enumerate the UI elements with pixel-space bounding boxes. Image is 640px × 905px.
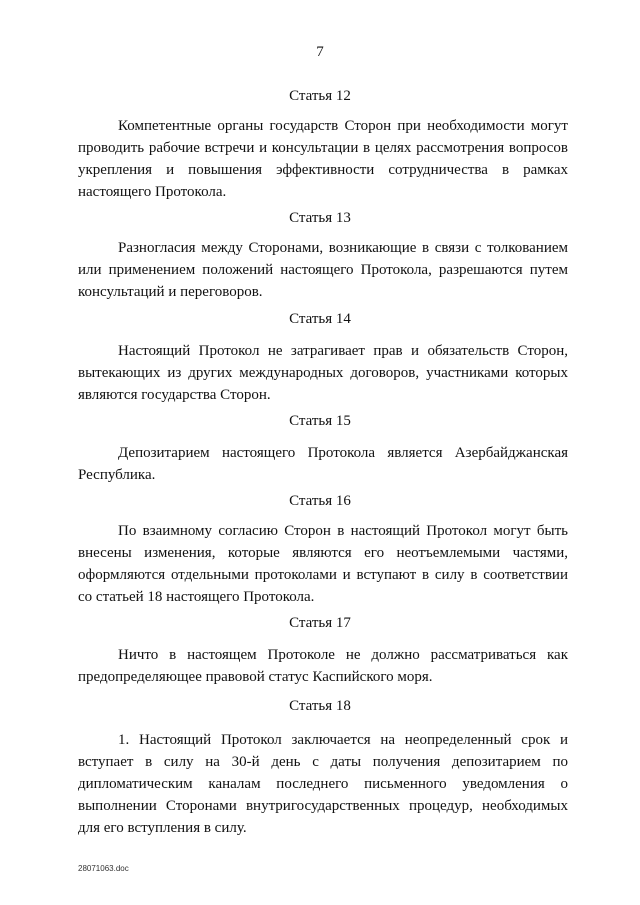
article-18-text: 1. Настоящий Протокол заключается на неопределенный срок и вступает в силу на 30-й день с даты получения депозитарием по дипломатическим каналам последнего письменного уведомления о выполнении Сторонами внутригосударственных процедур, необходимых для его вступления в силу. xyxy=(78,732,568,836)
article-16-text: По взаимному согласию Сторон в настоящий Протокол могут быть внесены изменения, которые являются его неотъемлемыми частями, оформляются отдельными протоколами и вступают в силу в соответствии со статьей 18 настоящего Протокола. xyxy=(78,523,568,605)
article-17-text: Ничто в настоящем Протоколе не должно рассматриваться как предопределяющее правовой статус Каспийского моря. xyxy=(78,647,568,685)
article-15-text: Депозитарием настоящего Протокола является Азербайджанская Республика. xyxy=(78,445,568,483)
article-14-heading: Статья 14 xyxy=(289,311,351,327)
article-12-text: Компетентные органы государств Сторон при необходимости могут проводить рабочие встречи и консультации в целях рассмотрения вопросов укрепления и повышения эффективности сотрудничества в рамках настоящего Протокола. xyxy=(78,118,568,200)
article-15-heading: Статья 15 xyxy=(289,413,351,429)
footer-filename: 28071063.doc xyxy=(78,864,129,873)
article-18-heading: Статья 18 xyxy=(289,698,351,714)
article-16-heading: Статья 16 xyxy=(289,493,351,509)
article-13-text: Разногласия между Сторонами, возникающие в связи с толкованием или применением положений настоящего Протокола, разрешаются путем консультаций и переговоров. xyxy=(78,240,568,300)
article-12-heading: Статья 12 xyxy=(289,88,351,104)
article-13-heading: Статья 13 xyxy=(289,210,351,226)
article-17-heading: Статья 17 xyxy=(289,615,351,631)
article-14-text: Настоящий Протокол не затрагивает прав и обязательств Сторон, вытекающих из других международных договоров, участниками которых являются государства Сторон. xyxy=(78,343,568,403)
page-number: 7 xyxy=(316,44,324,60)
